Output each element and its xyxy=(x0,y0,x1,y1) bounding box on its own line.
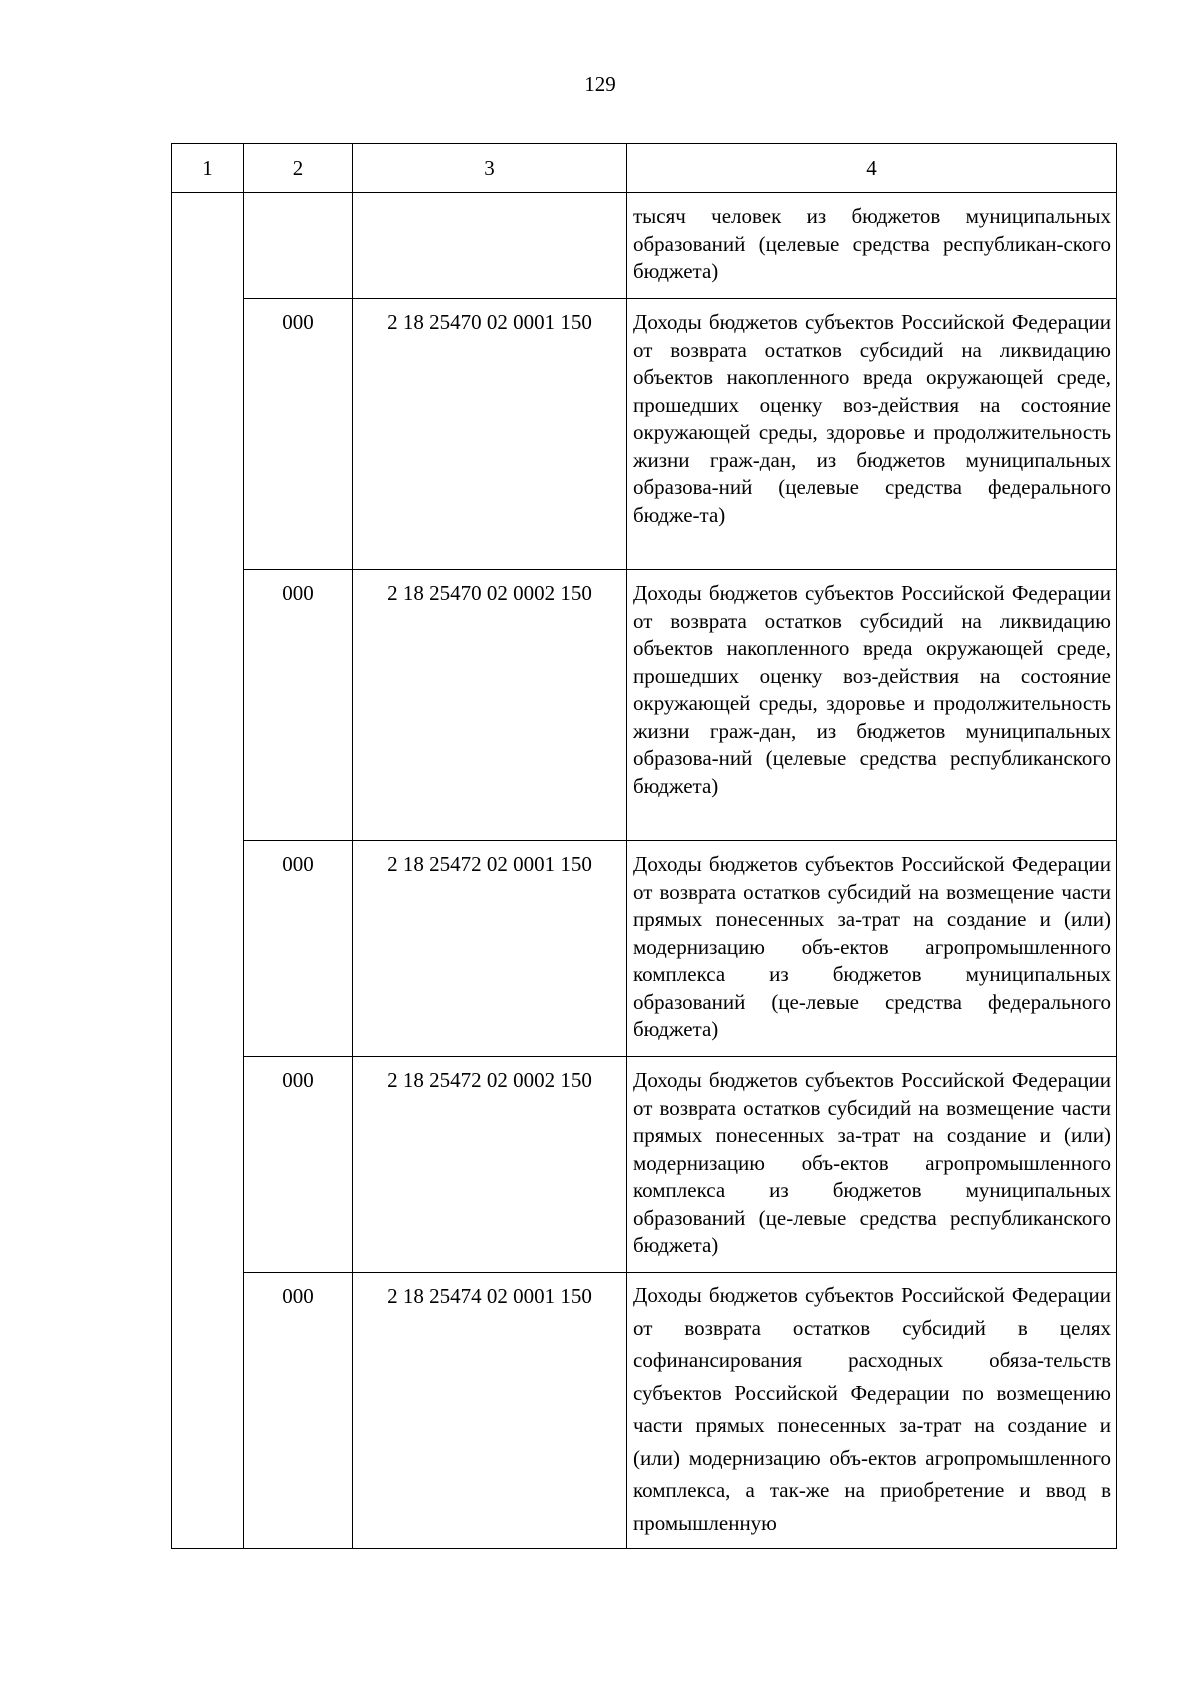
kbk-code-cell: 2 18 25470 02 0001 150 xyxy=(353,299,627,570)
header-col-4: 4 xyxy=(627,144,1117,193)
kbk-code-cell xyxy=(353,193,627,299)
admin-code-cell: 000 xyxy=(244,299,353,570)
admin-code-cell: 000 xyxy=(244,570,353,841)
kbk-code-cell: 2 18 25470 02 0002 150 xyxy=(353,570,627,841)
header-col-1: 1 xyxy=(172,144,244,193)
table-row xyxy=(172,193,1117,299)
admin-code-cell xyxy=(244,193,353,299)
column-1-merged-cell xyxy=(172,193,244,1549)
table-header-row xyxy=(172,144,1117,193)
kbk-code-cell: 2 18 25472 02 0001 150 xyxy=(353,841,627,1057)
admin-code-cell: 000 xyxy=(244,1273,353,1549)
description-cell: Доходы бюджетов субъектов Российской Федерации от возврата остатков субсидий на возмещение части прямых понесенных за-трат на создание и (или) модернизацию объ-ектов агропромышленного комплекса из бюджетов муниципальных образований (це-левые средства федерального бюджета) xyxy=(627,841,1117,1057)
admin-code-cell: 000 xyxy=(244,1057,353,1273)
table-row xyxy=(172,1057,1117,1273)
kbk-code-cell: 2 18 25474 02 0001 150 xyxy=(353,1273,627,1549)
description-cell: Доходы бюджетов субъектов Российской Федерации от возврата остатков субсидий в целях софинансирования расходных обяза-тельств субъектов Российской Федерации по возмещению части прямых понесенных за-трат на создание и (или) модернизацию объ-ектов агропромышленного комплекса, а так-же на приобретение и ввод в промышленную xyxy=(627,1273,1117,1549)
description-cell: Доходы бюджетов субъектов Российской Федерации от возврата остатков субсидий на возмещение части прямых понесенных за-трат на создание и (или) модернизацию объ-ектов агропромышленного комплекса из бюджетов муниципальных образований (це-левые средства республиканского бюджета) xyxy=(627,1057,1117,1273)
header-col-3: 3 xyxy=(353,144,627,193)
table-row xyxy=(172,1273,1117,1549)
page-number: 129 xyxy=(584,72,616,96)
kbk-code-cell: 2 18 25472 02 0002 150 xyxy=(353,1057,627,1273)
table-row xyxy=(172,570,1117,841)
header-col-2: 2 xyxy=(244,144,353,193)
table-row xyxy=(172,299,1117,570)
table-row xyxy=(172,841,1117,1057)
admin-code-cell: 000 xyxy=(244,841,353,1057)
description-cell: Доходы бюджетов субъектов Российской Федерации от возврата остатков субсидий на ликвидацию объектов накопленного вреда окружающей среде, прошедших оценку воз-действия на состояние окружающей среды, здоровье и продолжительность жизни граж-дан, из бюджетов муниципальных образова-ний (целевые средства республиканского бюджета) xyxy=(627,570,1117,841)
description-cell: тысяч человек из бюджетов муниципальных образований (целевые средства республикан-ского бюджета) xyxy=(627,193,1117,299)
budget-income-table xyxy=(171,143,1117,1549)
description-cell: Доходы бюджетов субъектов Российской Федерации от возврата остатков субсидий на ликвидацию объектов накопленного вреда окружающей среде, прошедших оценку воз-действия на состояние окружающей среды, здоровье и продолжительность жизни граж-дан, из бюджетов муниципальных образова-ний (целевые средства федерального бюдже-та) xyxy=(627,299,1117,570)
